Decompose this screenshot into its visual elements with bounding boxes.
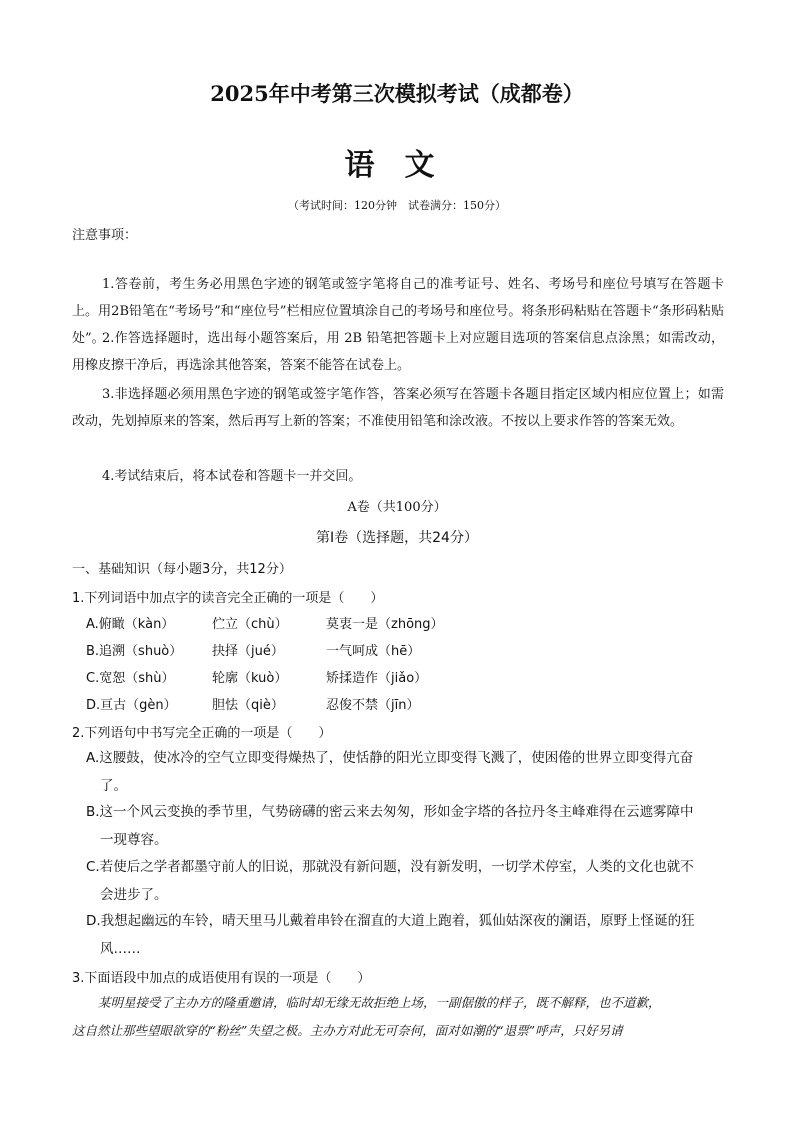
q2-option-c: C.若使后之学者都墨守前人的旧说，那就没有新问题，没有新发明，一切学术停室，人类的文化也就不 会进步了。 — [86, 859, 694, 903]
note-item-2: 2.作答选择题时，选出每小题答案后，用 2B 铅笔把答题卡上对应题目选项的答案信息点涂黑；如需改动，用橡皮擦干净后，再选涂其他答案，答案不能答在试卷上。 — [72, 331, 724, 373]
section-basic: 一、基础知识（每小题3分，共12分） — [72, 562, 292, 577]
q1-stem: 1.下列词语中加点字的读音完全正确的一项是（ ） — [72, 591, 384, 606]
q3-passage — [72, 989, 724, 1045]
q3-stem: 3.下面语段中加点的成语使用有误的一项是（ ） — [72, 971, 371, 986]
notes-heading: 注意事项： — [72, 228, 138, 243]
note-item-4: 4.考试结束后，将本试卷和答题卡一并交回。 — [102, 469, 362, 484]
q3-passage-line-2: 这自然让那些望眼欲穿的“粉丝”失望之极。主办方对此无可奈何，面对如潮的“退票”呼声，只好另请 — [72, 1023, 623, 1038]
q2-option-d: D.我想起幽远的车铃，晴天里马儿戴着串铃在溜直的大道上跑着，狐仙姑深夜的澜语，原野上怪诞的狂 风…… — [86, 913, 695, 957]
q3-passage-line-1: 某明星接受了主办方的隆重邀请，临时却无缘无故拒绝上场，一副倨傲的样子，既不解释，也不道歉， — [98, 995, 661, 1010]
exam-title: 2025年中考第三次模拟考试（成都卷） — [210, 81, 584, 106]
exam-meta: （考试时间：120分钟 试卷满分：150分） — [288, 199, 506, 212]
q2-option-a: A.这腰鼓，使冰冷的空气立即变得燥热了，使恬静的阳光立即变得飞溅了，使困倦的世界立即变得亢奋 了。 — [86, 750, 694, 794]
subject-title: 语文 — [344, 148, 465, 183]
q2-option-b: B.这一个风云变换的季节里，气势磅礴的密云来去匆匆，形如金字塔的各拉丹冬主峰难得在云遮雾障中 一现尊容。 — [86, 804, 694, 848]
section-a-volume: A卷（共100分） — [347, 500, 447, 515]
q2-stem: 2.下列语句中书写完全正确的一项是（ ） — [72, 726, 332, 741]
note-item-1: 1.答卷前，考生务必用黑色字迹的钢笔或签字笔将自己的准考证号、姓名、考场号和座位号填写在答题卡上。用2B铅笔在“考场号”和“座位号”栏相应位置填涂自己的考场号和座位号。将条形码粘贴在答题卡“条形码粘贴处”。 — [72, 277, 724, 346]
exam-page: 2025年中考第三次模拟考试（成都卷） 语文 （考试时间：120分钟 试卷满分：150分） 注意事项： 1.答卷前，考生务必用黑色字迹的钢笔或签字笔将自己的准考证号、姓名、考场号和座位号填写在答题卡上。用2B铅笔在“考场号”和“座位号”栏相应位置填涂自己的考场号和座位号。将条形码粘贴在答题卡“条形码粘贴处”。 2.作答选择题时，选出每小题答案后，用 2B 铅笔把答题卡上对应题目选项的答案信息点涂黑；如需改动，用橡皮擦干净后，再选涂其他答案，答案不能答在试卷上。 3.非选择题必须用黑色字迹的钢笔或签字笔作答，答案必须写在答题卡各题目指定区域内相应位置上；如需改动，先划掉原来的答案，然后再写上新的答案；不准使用铅笔和涂改液。不按以上要求作答的答案无效。 4.考试结束后，将本试卷和答题卡一并交回。 A卷（共100分） 第Ⅰ卷（选择题，共24分） 一、基础知识（每小题3分，共12分） 1.下列词语中加点字的读音完全正确的一项是（ ） A.俯瞰（kàn） 伫立（chù） 莫衷一是（zhōng） B.追溯（shuò） 抉择（jué） 一气呵成（hē） C.宽恕（shù） 轮廓（kuò） 矫揉造作（jiǎo） D.亘古（gèn） 胆怯（qiè） 忍俊不禁（jīn） 2.下列语句中书写完全正确的一项是（ ） A.这腰鼓，使冰冷的空气立即变得燥热了，使恬静的阳光立即变得飞溅了，使困倦的世界立即变得亢奋 了。 B.这一个风云变换的季节里，气势磅礴的密云来去匆匆，形如金字塔的各拉丹冬主峰难得在云遮雾障中 一现尊容。 C.若使后之学者都墨守前人的旧说，那就没有新问题，没有新发明，一切学术停室，人类的文化也就不 会进步了。 D.我想起幽远的车铃，晴天里马儿戴着串铃在溜直的大道上跑着，狐仙姑深夜的澜语，原野上怪诞的狂 风…… 3.下面语段中加点的成语使用有误的一项是（ ） 某明星接受了主办方的隆重邀请，临时却无缘无故拒绝上场，一副倨傲的样子，既不解释，也不道歉， 这自然让那些望眼欲穿的“粉丝”失望之极。主办方对此无可奈何，面对如潮的“退票”呼声，只好另请 — [0, 0, 794, 1123]
note-item-3: 3.非选择题必须用黑色字迹的钢笔或签字笔作答，答案必须写在答题卡各题目指定区域内相应位置上；如需改动，先划掉原来的答案，然后再写上新的答案；不准使用铅笔和涂改液。不按以上要求作答的答案无效。 — [72, 387, 724, 429]
section-part-one: 第Ⅰ卷（选择题，共24分） — [316, 530, 478, 546]
